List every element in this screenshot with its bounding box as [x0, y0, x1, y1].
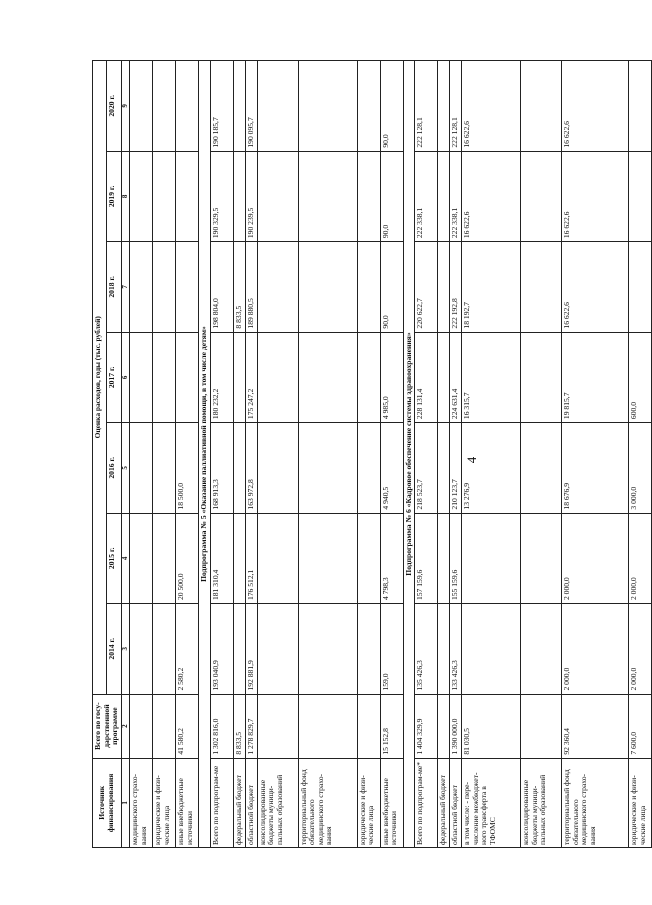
header-row	[93, 61, 107, 848]
cell-value: 2 000,0	[562, 604, 629, 694]
cell-value: 4 798,3	[380, 513, 403, 603]
cell-value: 4 940,5	[380, 423, 403, 513]
cell-value	[298, 242, 357, 332]
cell-value	[438, 604, 450, 694]
table-row	[257, 61, 298, 848]
table-row	[521, 61, 562, 848]
cell-value: 222 128,1	[450, 61, 462, 152]
table-row	[298, 61, 357, 848]
column-index: 4	[121, 513, 130, 603]
cell-value: 8 833,5	[233, 242, 245, 332]
cell-value: 176 512,1	[245, 513, 257, 603]
column-index: 6	[121, 332, 130, 422]
cell-value: 18 500,0	[176, 423, 199, 513]
cell-value	[257, 332, 298, 422]
rotated-page	[92, 60, 647, 848]
cell-value	[629, 242, 652, 332]
cell-value	[438, 332, 450, 422]
cell-value: 222 338,1	[415, 151, 438, 241]
cell-value: 90,0	[380, 151, 403, 241]
cell-value	[438, 513, 450, 603]
cell-value	[153, 513, 176, 603]
cell-value	[176, 151, 199, 241]
row-label: Всего по подпрограм-ме	[210, 758, 233, 847]
cell-value	[130, 332, 153, 422]
cell-value: 1 302 816,0	[210, 694, 233, 758]
cell-value: 13 276,9	[462, 423, 521, 513]
cell-value	[462, 604, 521, 694]
cell-value: 16 622,6	[462, 61, 521, 152]
cell-value: 210 123,7	[450, 423, 462, 513]
cell-value	[233, 604, 245, 694]
table-row	[450, 61, 462, 848]
cell-value: 218 523,7	[415, 423, 438, 513]
cell-value: 190 329,5	[210, 151, 233, 241]
cell-value: 157 159,6	[415, 513, 438, 603]
cell-value	[438, 151, 450, 241]
cell-value: 224 631,4	[450, 332, 462, 422]
cell-value	[233, 513, 245, 603]
cell-value: 228 131,4	[415, 332, 438, 422]
row-label: в том числе: - пере-числение межбюджет-ного трансферта в ТФОМС	[462, 758, 521, 847]
cell-value	[153, 242, 176, 332]
cell-value	[233, 332, 245, 422]
cell-value: 18 192,7	[462, 242, 521, 332]
cell-value: 81 030,5	[462, 694, 521, 758]
subprogram-title: Подпрограмма № 5 «Оказание паллиативной помощи, в том числе детям»	[199, 61, 211, 848]
page-number: 4	[464, 456, 479, 464]
cell-value	[176, 242, 199, 332]
cell-value: 19 815,7	[562, 332, 629, 422]
cell-value: 92 360,4	[562, 694, 629, 758]
cell-value	[298, 423, 357, 513]
cell-value	[257, 423, 298, 513]
index-row	[121, 61, 130, 848]
cell-value: 2 000,0	[629, 513, 652, 603]
cell-value	[153, 332, 176, 422]
cell-value	[257, 61, 298, 152]
table-row	[176, 61, 199, 848]
cell-value: 16 622,6	[462, 151, 521, 241]
cell-value	[257, 151, 298, 241]
cell-value: 190 185,7	[210, 61, 233, 152]
table-row	[153, 61, 176, 848]
cell-value	[357, 694, 380, 758]
cell-value: 1 278 829,7	[245, 694, 257, 758]
subprogram-title-row	[199, 61, 211, 848]
cell-value: 8 833,5	[233, 694, 245, 758]
cell-value	[357, 61, 380, 152]
table-row	[357, 61, 380, 848]
row-label: медицинского страхо-вания	[130, 758, 153, 847]
cell-value	[629, 61, 652, 152]
cell-value: 90,0	[380, 242, 403, 332]
cell-value	[153, 61, 176, 152]
cell-value: 16 315,7	[462, 332, 521, 422]
cell-value	[257, 242, 298, 332]
row-label: областной бюджет	[450, 758, 462, 847]
column-index: 8	[121, 151, 130, 241]
cell-value	[357, 151, 380, 241]
row-label: юридические и физи-ческие лица	[357, 758, 380, 847]
cell-value	[298, 151, 357, 241]
row-label: территориальный фонд обязательного медицинского страхо-вания	[298, 758, 357, 847]
cell-value: 16 622,6	[562, 242, 629, 332]
subprogram-title-row	[403, 61, 415, 848]
cell-value: 181 310,4	[210, 513, 233, 603]
cell-value	[357, 423, 380, 513]
cell-value	[521, 423, 562, 513]
table-row	[415, 61, 438, 848]
cell-value	[521, 242, 562, 332]
source-header: Источник финансирования	[93, 758, 122, 847]
cell-value: 7 600,0	[629, 694, 652, 758]
year-header: 2019 г.	[107, 151, 121, 241]
cell-value: 16 622,6	[562, 151, 629, 241]
cell-value	[153, 151, 176, 241]
cell-value	[130, 604, 153, 694]
cell-value: 15 152,8	[380, 694, 403, 758]
cell-value	[521, 513, 562, 603]
table-row	[245, 61, 257, 848]
cell-value	[130, 423, 153, 513]
cell-value	[438, 242, 450, 332]
row-label: консолидированные бюджеты муници-пальных образований	[521, 758, 562, 847]
cell-value: 41 580,2	[176, 694, 199, 758]
cell-value	[521, 332, 562, 422]
cell-value: 4 985,0	[380, 332, 403, 422]
row-label: иные внебюджетные источники	[176, 758, 199, 847]
row-label: иные внебюджетные источники	[380, 758, 403, 847]
estimate-header: Оценка расходов, годы (тыс. рублей)	[93, 61, 107, 695]
cell-value	[153, 423, 176, 513]
row-label: федеральный бюджет	[233, 758, 245, 847]
cell-value: 168 913,3	[210, 423, 233, 513]
cell-value: 90,0	[380, 61, 403, 152]
table-row	[380, 61, 403, 848]
cell-value	[130, 513, 153, 603]
cell-value: 16 622,6	[562, 61, 629, 152]
column-index: 2	[121, 694, 130, 758]
cell-value	[462, 513, 521, 603]
cell-value: 220 622,7	[415, 242, 438, 332]
table-row	[233, 61, 245, 848]
column-index: 7	[121, 242, 130, 332]
cell-value	[298, 513, 357, 603]
cell-value: 1 404 329,9	[415, 694, 438, 758]
subprogram-title: Подпрограмма № 6 «Кадровое обеспечение системы здравоохранения»	[403, 61, 415, 848]
cell-value	[357, 604, 380, 694]
cell-value	[521, 151, 562, 241]
cell-value	[438, 694, 450, 758]
year-header: 2020 г.	[107, 61, 121, 152]
row-label: консолидированные бюджеты муници-пальных образований	[257, 758, 298, 847]
cell-value: 190 095,7	[245, 61, 257, 152]
cell-value: 2 000,0	[562, 513, 629, 603]
total-header: Всего по госу-дарственной программе	[93, 694, 122, 758]
table-row	[438, 61, 450, 848]
cell-value: 190 239,5	[245, 151, 257, 241]
column-index: 1	[121, 758, 130, 847]
cell-value	[298, 332, 357, 422]
cell-value: 3 000,0	[629, 423, 652, 513]
row-label: областной бюджет	[245, 758, 257, 847]
cell-value	[176, 332, 199, 422]
cell-value: 222 338,1	[450, 151, 462, 241]
cell-value: 600,0	[629, 332, 652, 422]
cell-value: 18 676,9	[562, 423, 629, 513]
cell-value	[176, 61, 199, 152]
row-label: Всего по подпрограм-ме*	[415, 758, 438, 847]
cell-value: 159,0	[380, 604, 403, 694]
table-row	[562, 61, 629, 848]
cell-value	[438, 423, 450, 513]
row-label: федеральный бюджет	[438, 758, 450, 847]
cell-value: 192 881,9	[245, 604, 257, 694]
cell-value	[357, 513, 380, 603]
cell-value: 193 040,9	[210, 604, 233, 694]
cell-value	[438, 61, 450, 152]
cell-value: 133 426,3	[450, 604, 462, 694]
row-label: юридические и физи-ческие лица	[629, 758, 652, 847]
cell-value: 1 390 000,0	[450, 694, 462, 758]
cell-value	[153, 694, 176, 758]
row-label: территориальный фонд обязательного медицинского страхо-вания	[562, 758, 629, 847]
cell-value: 222 192,8	[450, 242, 462, 332]
cell-value: 180 232,2	[210, 332, 233, 422]
table-row	[130, 61, 153, 848]
cell-value	[233, 61, 245, 152]
funding-table	[92, 60, 652, 848]
year-header: 2016 г.	[107, 423, 121, 513]
cell-value	[130, 242, 153, 332]
cell-value	[257, 513, 298, 603]
cell-value: 155 159,6	[450, 513, 462, 603]
cell-value	[233, 151, 245, 241]
cell-value	[257, 604, 298, 694]
year-header: 2017 г.	[107, 332, 121, 422]
cell-value: 20 500,0	[176, 513, 199, 603]
year-header: 2018 г.	[107, 242, 121, 332]
cell-value: 135 426,3	[415, 604, 438, 694]
year-header: 2015 г.	[107, 513, 121, 603]
cell-value: 2 580,2	[176, 604, 199, 694]
table-row	[210, 61, 233, 848]
cell-value: 222 128,1	[415, 61, 438, 152]
cell-value	[521, 604, 562, 694]
cell-value	[257, 694, 298, 758]
cell-value	[357, 242, 380, 332]
table-row	[629, 61, 652, 848]
column-index: 3	[121, 604, 130, 694]
cell-value	[298, 604, 357, 694]
cell-value: 2 000,0	[629, 604, 652, 694]
row-label: юридические и физи-ческие лица	[153, 758, 176, 847]
column-index: 9	[121, 61, 130, 152]
cell-value	[521, 61, 562, 152]
cell-value: 189 880,5	[245, 242, 257, 332]
cell-value	[153, 604, 176, 694]
cell-value: 175 247,2	[245, 332, 257, 422]
cell-value	[298, 61, 357, 152]
year-header: 2014 г.	[107, 604, 121, 694]
cell-value	[130, 61, 153, 152]
cell-value	[130, 694, 153, 758]
table-row	[462, 61, 521, 848]
cell-value	[298, 694, 357, 758]
cell-value: 198 804,0	[210, 242, 233, 332]
cell-value	[130, 151, 153, 241]
cell-value	[629, 151, 652, 241]
cell-value	[357, 332, 380, 422]
column-index: 5	[121, 423, 130, 513]
cell-value: 163 972,8	[245, 423, 257, 513]
cell-value	[521, 694, 562, 758]
cell-value	[233, 423, 245, 513]
